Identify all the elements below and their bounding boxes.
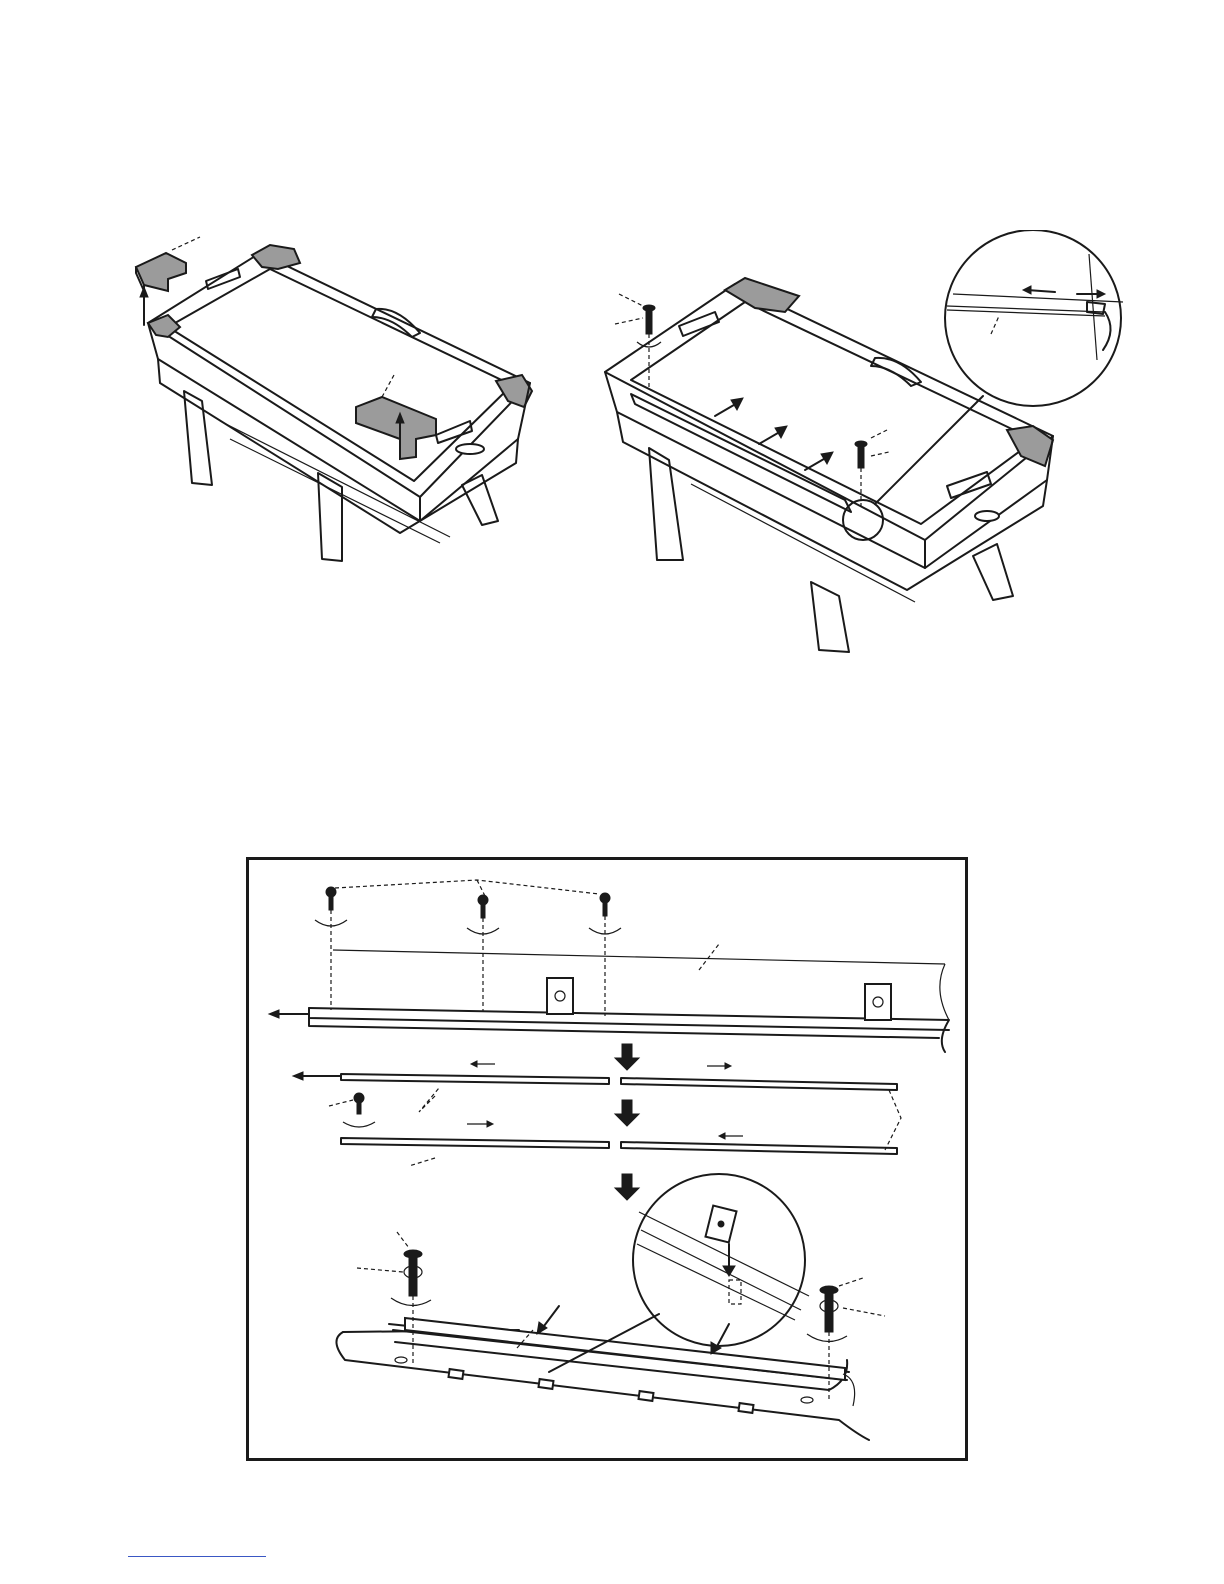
bracket-icon — [547, 978, 573, 1014]
figure-remove-corner-caps — [120, 225, 560, 585]
led-strip-icon — [341, 1074, 609, 1084]
table-illustration-right — [595, 230, 1135, 660]
led-strip-mounted-icon — [405, 1318, 845, 1380]
score-display-icon — [372, 309, 420, 337]
goal-slot-icon — [206, 269, 240, 289]
screw-icon — [329, 1093, 375, 1127]
bolt-icon — [807, 1278, 885, 1400]
corner-cap-lifted-icon — [356, 397, 436, 459]
down-arrow-icon — [615, 1044, 639, 1070]
detail-callout-circle — [843, 500, 883, 540]
screw-icon — [315, 887, 347, 1010]
table-illustration-left — [120, 225, 560, 585]
down-arrow-icon — [615, 1174, 639, 1200]
led-detail-magnifier — [945, 230, 1123, 406]
led-strip-icon — [341, 1138, 609, 1148]
screw-icon — [589, 893, 621, 1016]
led-strip-icon — [621, 1142, 897, 1154]
direction-arrow-icon — [715, 398, 833, 470]
table-leg-icon — [184, 391, 212, 485]
corner-cap-icon — [148, 315, 180, 337]
screw-icon — [615, 294, 661, 388]
footer-link-rule — [128, 1556, 266, 1557]
figure-led-strip-assembly — [246, 857, 968, 1461]
led-strip-icon — [621, 1078, 897, 1090]
side-rail-icon — [631, 394, 851, 512]
led-assembly-illustration — [249, 860, 965, 1458]
down-arrow-icon — [615, 1100, 639, 1126]
corner-cap-lifted-icon — [136, 237, 200, 291]
screw-icon — [855, 430, 889, 510]
figure-remove-side-rail-screws — [595, 230, 1135, 660]
table-top-outline — [148, 253, 530, 497]
